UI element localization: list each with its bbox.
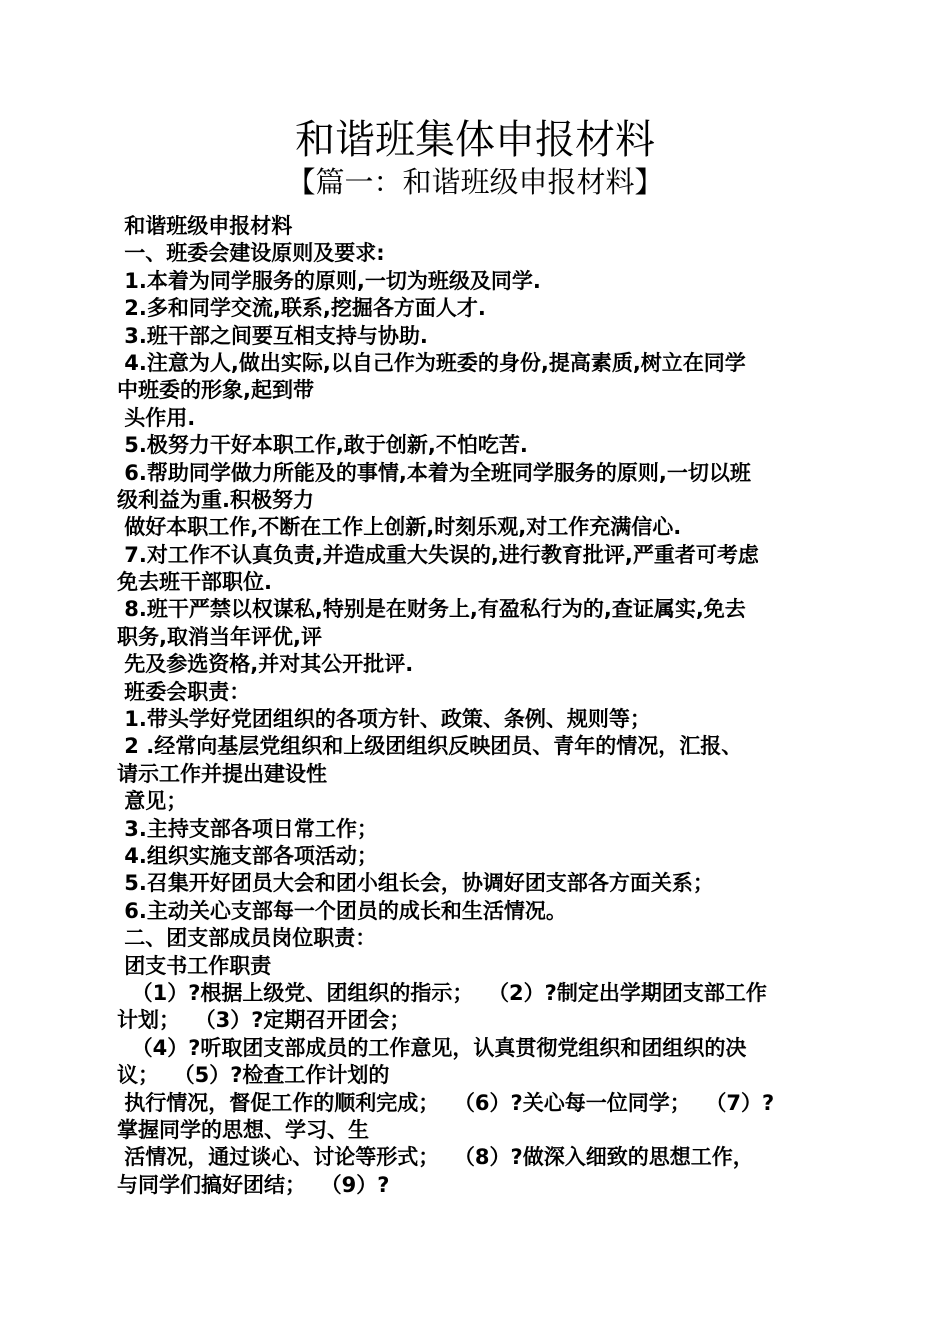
document-title: 和谐班集体申报材料 xyxy=(295,117,655,163)
body-line: 班委会职责： xyxy=(117,679,251,704)
body-line: 头作用. xyxy=(117,405,196,430)
body-line: 先及参选资格,并对其公开批评. xyxy=(117,652,414,677)
body-line: 8.班干严禁以权谋私,特别是在财务上,有盈私行为的,查证属实,免去 xyxy=(117,597,746,622)
body-line: 中班委的形象,起到带 xyxy=(117,378,314,403)
body-line: 3.班干部之间要互相支持与协助. xyxy=(117,323,428,348)
body-line: 6.主动关心支部每一个团员的成长和生活情况。 xyxy=(117,898,567,923)
body-line: 团支书工作职责 xyxy=(117,953,272,978)
body-line: 掌握同学的思想、学习、生 xyxy=(117,1117,369,1142)
body-line: 3.主持支部各项日常工作； xyxy=(117,816,378,841)
body-line: 4.组织实施支部各项活动； xyxy=(117,843,378,868)
document-body xyxy=(117,213,829,1199)
body-line: 二、团支部成员岗位职责： xyxy=(117,926,377,951)
body-line: 议； （5）?检查工作计划的 xyxy=(117,1063,390,1088)
body-line: 4.注意为人,做出实际,以自己作为班委的身份,提高素质,树立在同学 xyxy=(117,350,746,375)
body-line: 5.召集开好团员大会和团小组长会，协调好团支部各方面关系； xyxy=(117,871,714,896)
body-line: 职务,取消当年评优,评 xyxy=(117,624,322,649)
body-line: 执行情况，督促工作的顺利完成； （6）?关心每一位同学； （7）? xyxy=(117,1090,775,1115)
body-line: 7.对工作不认真负责,并造成重大失误的,进行教育批评,严重者可考虑 xyxy=(117,542,759,567)
body-line: 2.多和同学交流,联系,挖掘各方面人才. xyxy=(117,296,486,321)
body-line: 1.本着为同学服务的原则,一切为班级及同学. xyxy=(117,268,541,293)
body-line: 1.带头学好党团组织的各项方针、政策、条例、规则等； xyxy=(117,707,651,732)
body-line: 2 .经常向基层党组织和上级团组织反映团员、青年的情况，汇报、 xyxy=(117,734,743,759)
body-line: 6.帮助同学做力所能及的事情,本着为全班同学服务的原则,一切以班 xyxy=(117,460,751,485)
body-line: 免去班干部职位. xyxy=(117,570,272,595)
body-line: 活情况，通过谈心、讨论等形式； （8）?做深入细致的思想工作， xyxy=(117,1145,754,1170)
body-line: 请示工作并提出建设性 xyxy=(117,761,327,786)
body-line: 做好本职工作,不断在工作上创新,时刻乐观,对工作充满信心. xyxy=(117,515,682,540)
body-line: （1）?根据上级党、团组织的指示； （2）?制定出学期团支部工作 xyxy=(117,980,767,1005)
body-line: 和谐班级申报材料 xyxy=(117,214,293,238)
body-line: 与同学们搞好团结； （9）? xyxy=(117,1172,390,1197)
body-line: 计划； （3）?定期召开团会； xyxy=(117,1008,411,1033)
body-line: 一、班委会建设原则及要求: xyxy=(117,241,385,266)
body-line: 级利益为重.积极努力 xyxy=(117,487,314,512)
body-line: （4）?听取团支部成员的工作意见，认真贯彻党组织和团组织的决 xyxy=(117,1035,747,1060)
body-line: 5.极努力干好本职工作,敢于创新,不怕吃苦. xyxy=(117,433,528,458)
body-line: 意见； xyxy=(117,789,188,814)
document-subtitle: 【篇一：和谐班级申报材料】 xyxy=(286,165,664,199)
